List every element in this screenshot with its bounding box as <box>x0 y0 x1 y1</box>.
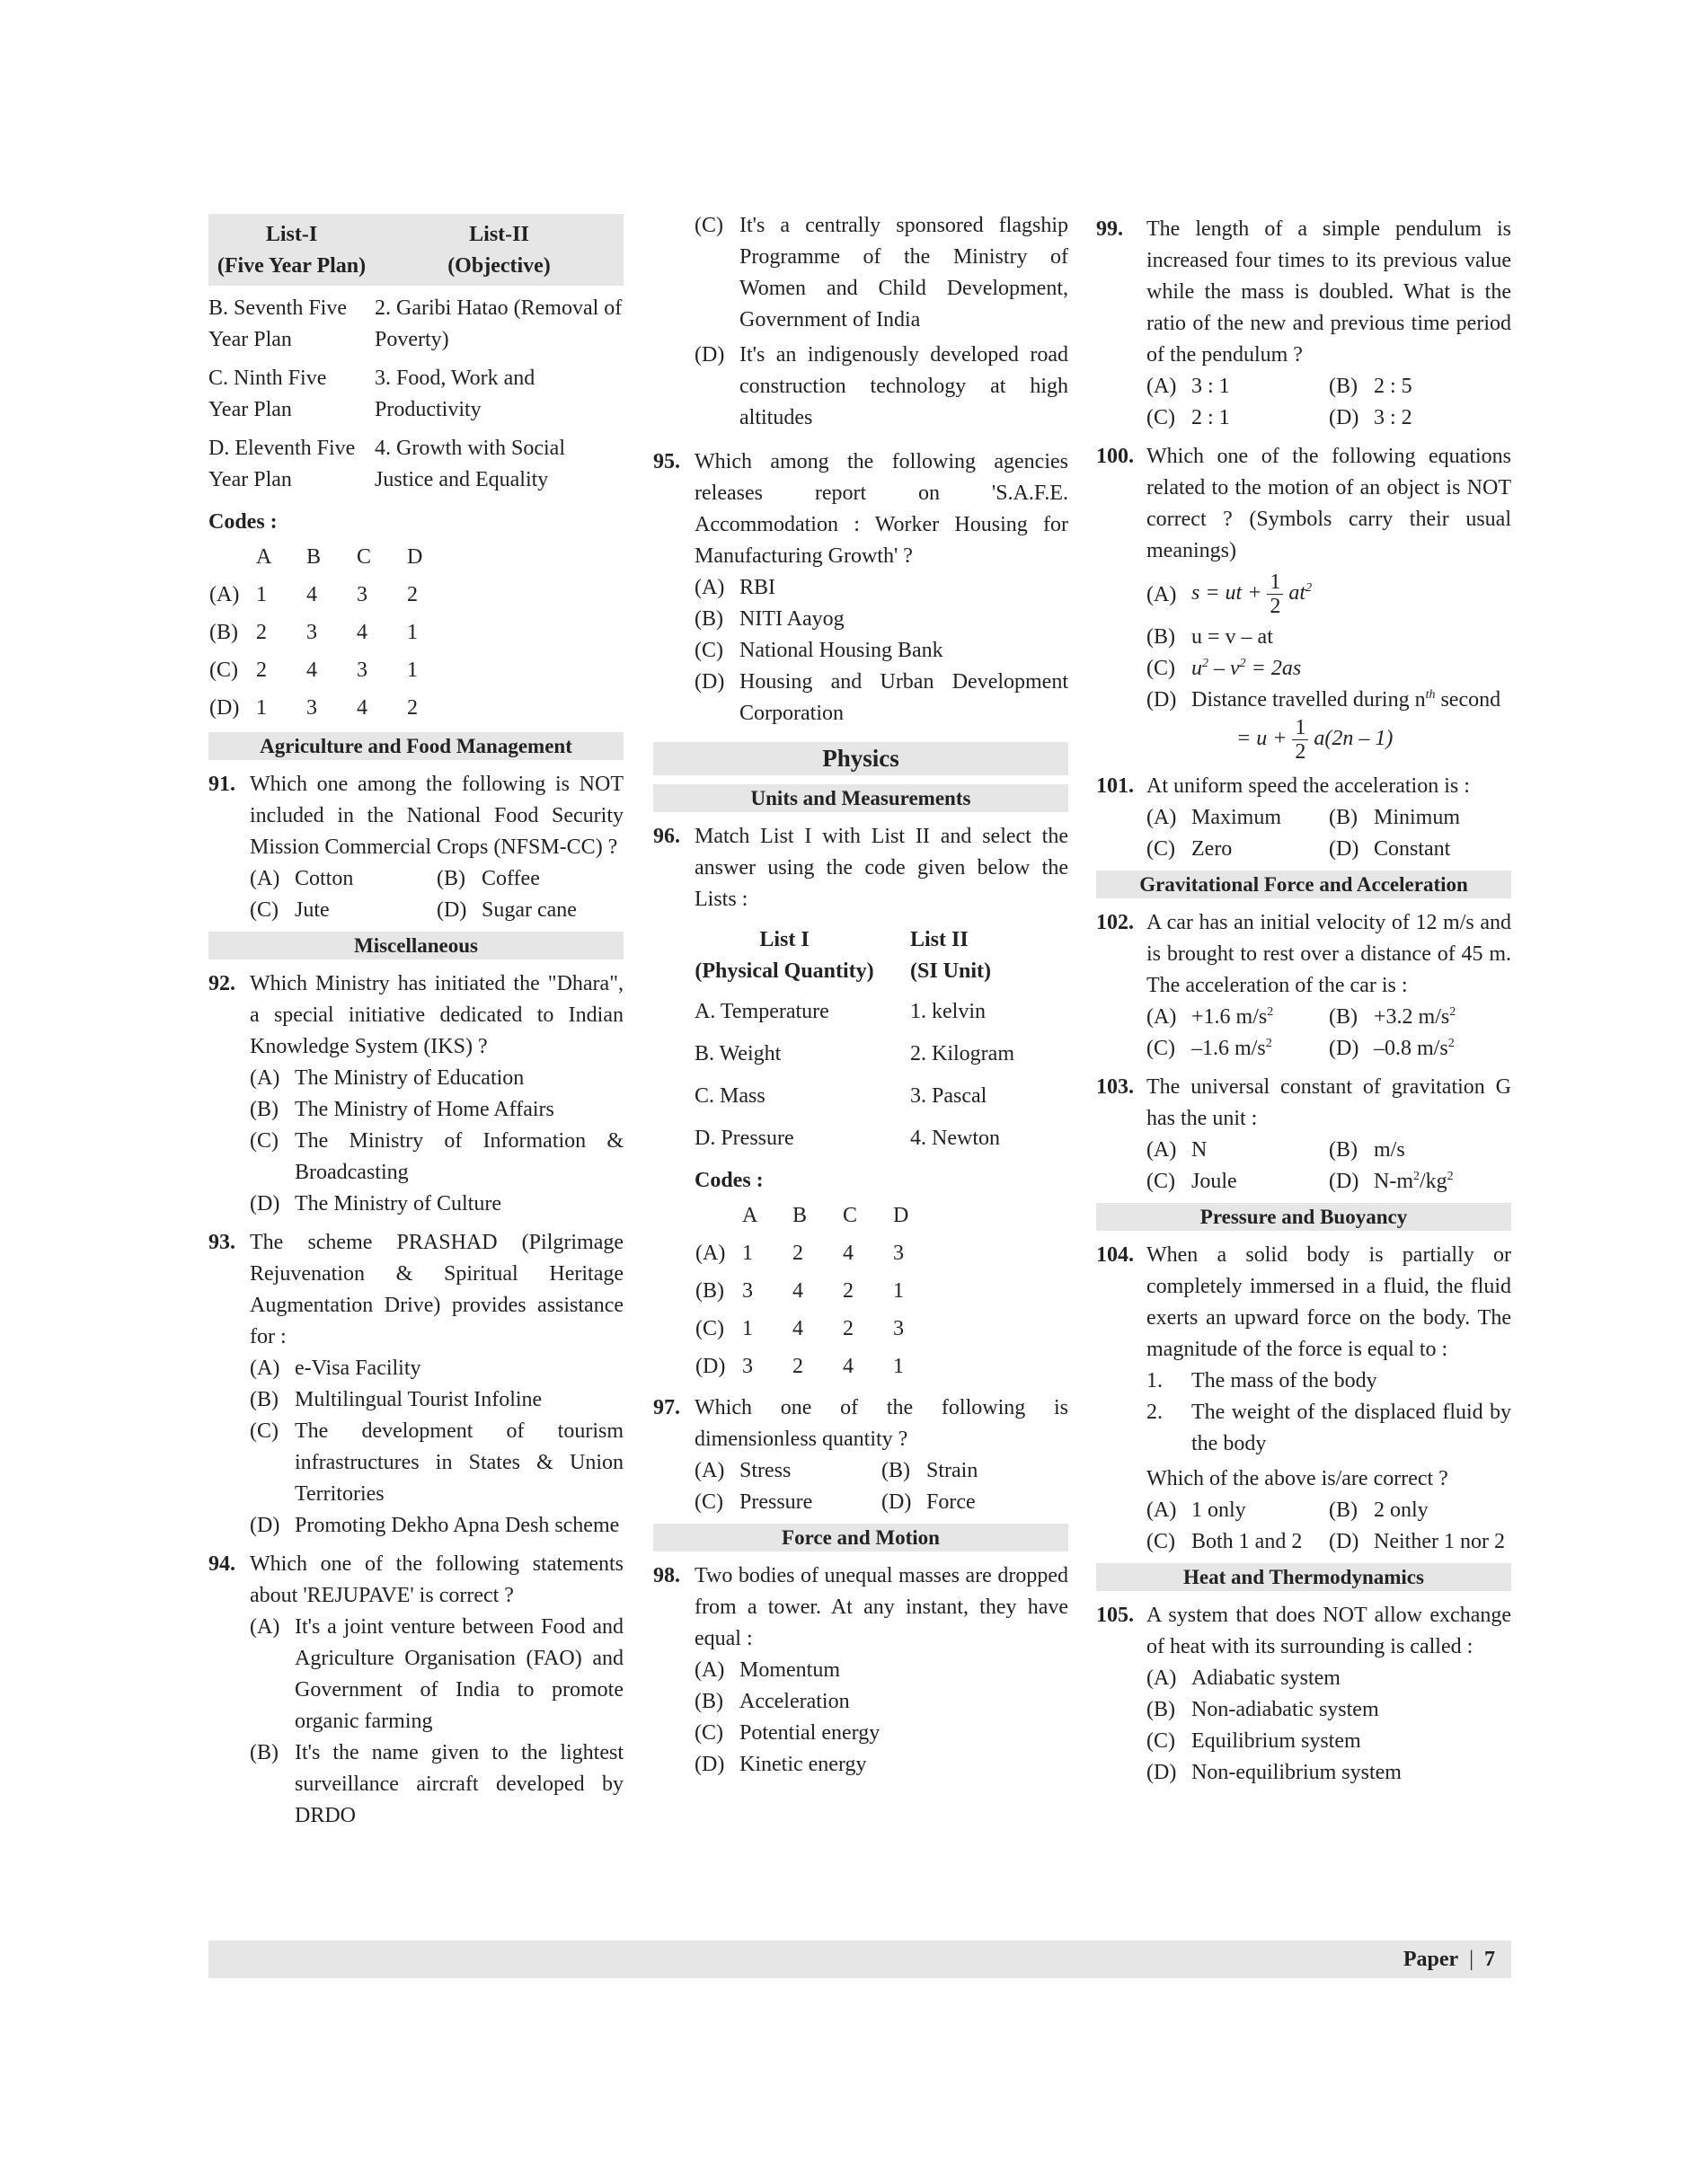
option-c[interactable]: (C) Both 1 and 2 <box>1146 1530 1303 1553</box>
question-91 <box>208 769 624 863</box>
list-2-item: 1. kelvin <box>910 1000 986 1023</box>
code-row: (A) 1 4 3 2 <box>209 582 418 606</box>
list-1-item: B. Weight <box>695 1042 782 1065</box>
option-c[interactable]: (C) The development of tourism infrastructures in States & Union Territories <box>250 1419 624 1506</box>
list-2-subheading: (Objective) <box>447 254 551 278</box>
option-d[interactable]: (D) Housing and Urban Development Corporation <box>695 670 1068 725</box>
list-1-subheading: (Physical Quantity) <box>695 959 874 983</box>
option-b[interactable]: (B) Coffee <box>437 867 540 890</box>
codes-table: A B C D (A) 1 2 4 3 (B) 3 4 2 1 (C) 1 4 2 3 (D) 3 2 4 1 <box>695 1197 942 1385</box>
section-heading: Force and Motion <box>653 1524 1068 1551</box>
option-c[interactable]: (C) National Housing Bank <box>695 639 943 662</box>
statement-1: 1. The mass of the body <box>1146 1369 1377 1392</box>
question-number: 104. <box>1096 1243 1134 1267</box>
question-text: Which among the following agencies releases report on 'S.A.F.E. Accommodation : Worker Housing for Manufacturing Growth' ? <box>695 450 1068 568</box>
option-c[interactable]: (C) Joule <box>1146 1170 1237 1193</box>
option-c[interactable]: (C) It's a centrally sponsored flagship Programme of the Ministry of Women and Child Development, Government of India <box>695 214 1068 332</box>
option-d[interactable]: (D) Kinetic energy <box>695 1753 867 1776</box>
section-heading: Miscellaneous <box>208 932 624 959</box>
question-text: Which one among the following is NOT included in the National Food Security Mission Commercial Crops (NFSM-CC) ? <box>250 773 624 859</box>
question-97 <box>653 1392 1068 1518</box>
codes-head: B <box>306 544 322 569</box>
option-b[interactable]: (B) Strain <box>881 1459 978 1482</box>
question-98 <box>653 1560 1068 1781</box>
list-2-heading: List-II <box>469 223 529 246</box>
option-a[interactable]: (A) 1 only <box>1146 1498 1246 1522</box>
list-1-heading: List I <box>759 928 810 951</box>
section-heading: Pressure and Buoyancy <box>1096 1203 1511 1231</box>
option-b[interactable]: (B) m/s <box>1329 1138 1405 1162</box>
question-number: 92. <box>208 972 235 995</box>
question-number: 105. <box>1096 1604 1134 1627</box>
code-row: (C) 1 4 2 3 <box>695 1316 904 1340</box>
question-text: The universal constant of gravitation G has the unit : <box>1146 1075 1511 1130</box>
option-b[interactable]: (B) u = v – at <box>1146 625 1273 649</box>
option-c[interactable]: (C) $u^2 - v^2 = 2as$ <box>1146 657 1302 680</box>
question-103 <box>1096 1072 1511 1198</box>
option-a[interactable]: (A) Momentum <box>695 1658 840 1682</box>
equation-d: = u + $\frac{1}{2}$ a(2n – 1) <box>1236 716 1394 764</box>
option-a[interactable]: (A) Maximum <box>1146 806 1281 829</box>
section-heading: Heat and Thermodynamics <box>1096 1563 1511 1591</box>
option-d[interactable]: (D) –0.8 $m/s^2$ <box>1329 1037 1455 1060</box>
question-94 <box>208 1549 624 1832</box>
codes-head: A <box>256 544 272 569</box>
footer-separator: | <box>1469 1948 1473 1971</box>
statement-2: 2. The weight of the displaced fluid by the body <box>1146 1401 1511 1455</box>
option-c[interactable]: (C) Pressure <box>695 1490 813 1514</box>
codes-label: Codes : <box>695 1169 764 1192</box>
list-1-item: A. Temperature <box>695 1000 829 1023</box>
footer-label: Paper <box>1403 1948 1459 1971</box>
question-number: 101. <box>1096 774 1134 798</box>
option-b[interactable]: (B) The Ministry of Home Affairs <box>250 1098 554 1121</box>
question-text: Which one of the following statements about 'REJUPAVE' is correct ? <box>250 1552 624 1607</box>
option-b[interactable]: (B) Minimum <box>1329 806 1461 829</box>
question-number: 97. <box>653 1396 680 1419</box>
question-105 <box>1096 1600 1511 1789</box>
code-row: (B) 3 4 2 1 <box>695 1278 904 1303</box>
option-c[interactable]: (C) –1.6 $m/s^2$ <box>1146 1037 1272 1060</box>
option-a[interactable]: (A) Cotton <box>250 867 354 890</box>
question-text: Two bodies of unequal masses are dropped from a tower. At any instant, they have equal : <box>695 1564 1068 1650</box>
page-number: 7 <box>1484 1948 1495 1971</box>
question-text: When a solid body is partially or completely immersed in a fluid, the fluid exerts an upward force on the body. The magnitude of the force is equal to : <box>1146 1243 1511 1361</box>
page-footer <box>208 1940 1511 1978</box>
question-number: 100. <box>1096 445 1134 468</box>
option-a[interactable]: (A) +1.6 $m/s^2$ <box>1146 1005 1274 1029</box>
option-b[interactable]: (B) 2 only <box>1329 1498 1429 1522</box>
list-1-item: C. Mass <box>695 1084 766 1108</box>
question-95 <box>653 446 1068 729</box>
question-96 <box>653 821 1068 1385</box>
code-row: (D) 1 3 4 2 <box>209 695 418 720</box>
option-a[interactable]: (A) s = ut + $\frac{1}{2}$ $at^2$ <box>1146 570 1313 618</box>
question-prompt: Which of the above is/are correct ? <box>1146 1467 1448 1490</box>
option-a[interactable]: (A) RBI <box>695 576 776 599</box>
question-number: 98. <box>653 1564 680 1587</box>
option-d[interactable]: (D) Constant <box>1329 837 1451 861</box>
option-a[interactable]: (A) 3 : 1 <box>1146 375 1230 398</box>
list-1-heading: List-I <box>265 223 318 246</box>
list-2-item: 3. Food, Work and Productivity <box>375 367 535 421</box>
option-d[interactable]: (D) Force <box>881 1490 976 1514</box>
option-d[interactable]: (D) The Ministry of Culture <box>250 1192 501 1216</box>
question-92 <box>208 968 624 1220</box>
question-number: 91. <box>208 773 235 796</box>
section-heading: Gravitational Force and Acceleration <box>1096 871 1511 898</box>
question-text: The length of a simple pendulum is increased four times to its previous value while the mass is doubled. What is the ratio of the new and previous time period of the pendulum ? <box>1146 217 1511 367</box>
option-d[interactable]: (D) Distance travelled during $n^{th}$ second = u + $\frac{1}{2}$ a(2n – 1) <box>1146 685 1511 764</box>
option-d[interactable]: (D) Sugar cane <box>437 898 577 922</box>
question-number: 95. <box>653 450 680 473</box>
option-d[interactable]: (D) $N-m^2/kg^2$ <box>1329 1170 1454 1193</box>
question-number: 102. <box>1096 911 1134 934</box>
equation-c: $u^2 - v^2 = 2as$ <box>1191 657 1302 680</box>
code-row: (B) 2 3 4 1 <box>209 620 418 644</box>
question-100 <box>1096 441 1511 764</box>
list-2-heading: List II <box>910 928 969 951</box>
option-a[interactable]: (A) It's a joint venture between Food and Agriculture Organisation (FAO) and Government of India to promote organic farming <box>250 1615 624 1733</box>
codes-head: D <box>407 544 423 569</box>
question-text: At uniform speed the acceleration is : <box>1146 774 1470 798</box>
list-2-item: 2. Kilogram <box>910 1042 1014 1065</box>
question-number: 94. <box>208 1552 235 1576</box>
code-row: (A) 1 2 4 3 <box>695 1241 904 1265</box>
list-2-subheading: (SI Unit) <box>910 959 992 983</box>
option-c[interactable]: (C) 2 : 1 <box>1146 406 1230 429</box>
five-year-plan-match-table <box>208 214 624 496</box>
list-2-item: 4. Growth with Social Justice and Equality <box>375 437 565 491</box>
list-1-item: B. Seventh Five Year Plan <box>208 296 347 351</box>
question-93 <box>208 1227 624 1542</box>
option-d[interactable]: (D) It's an indigenously developed road construction technology at high altitudes <box>695 343 1068 429</box>
physical-quantity-match-table <box>695 924 1054 1154</box>
list-1-item: D. Pressure <box>695 1127 794 1150</box>
option-c[interactable]: (C) Jute <box>250 898 330 922</box>
list-1-item: D. Eleventh Five Year Plan <box>208 437 356 491</box>
list-2-item: 4. Newton <box>910 1127 1000 1150</box>
option-c[interactable]: (C) The Ministry of Information & Broadcasting <box>250 1129 624 1184</box>
option-d[interactable]: (D) Non-equilibrium system <box>1146 1761 1402 1784</box>
option-a[interactable]: (A) The Ministry of Education <box>250 1066 525 1090</box>
option-c[interactable]: (C) Zero <box>1146 837 1233 861</box>
option-c[interactable]: (C) Potential energy <box>695 1721 881 1745</box>
question-text: A system that does NOT allow exchange of heat with its surrounding is called : <box>1146 1604 1511 1658</box>
codes-head: C <box>357 544 372 569</box>
option-b[interactable]: (B) It's the name given to the lightest surveillance aircraft developed by DRDO <box>250 1741 624 1827</box>
list-1-subheading: (Five Year Plan) <box>217 254 367 278</box>
question-104 <box>1096 1240 1511 1558</box>
option-b[interactable]: (B) Multilingual Tourist Infoline <box>250 1388 543 1411</box>
option-a[interactable]: (A) e-Visa Facility <box>250 1357 421 1380</box>
option-b[interactable]: (B) 2 : 5 <box>1329 375 1412 398</box>
section-heading: Agriculture and Food Management <box>208 732 624 760</box>
option-d[interactable]: (D) 3 : 2 <box>1329 406 1412 429</box>
question-text: The scheme PRASHAD (Pilgrimage Rejuvenation & Spiritual Heritage Augmentation Drive) provides assistance for : <box>250 1231 624 1348</box>
list-2-item: 2. Garibi Hatao (Removal of Poverty) <box>375 296 623 351</box>
question-text: A car has an initial velocity of 12 m/s and is brought to rest over a distance of 45 m. The acceleration of the car is : <box>1146 911 1511 997</box>
question-99 <box>1096 214 1511 434</box>
question-text: Match List I with List II and select the answer using the code given below the Lists : <box>695 825 1068 911</box>
option-a[interactable]: (A) Stress <box>695 1459 792 1482</box>
question-text: Which one of the following equations related to the motion of an object is NOT correct ? (Symbols carry their usual meanings) <box>1146 445 1511 562</box>
section-heading: Units and Measurements <box>653 784 1068 812</box>
question-number: 93. <box>208 1231 235 1254</box>
column-2 <box>653 214 1068 1781</box>
codes-label: Codes : <box>208 510 278 534</box>
question-101 <box>1096 771 1511 865</box>
question-text: Which Ministry has initiated the "Dhara", a special initiative dedicated to Indian Knowledge System (IKS) ? <box>250 972 624 1058</box>
option-d[interactable]: (D) Neither 1 nor 2 <box>1329 1530 1505 1553</box>
option-a[interactable]: (A) Adiabatic system <box>1146 1666 1341 1690</box>
list-1-item: C. Ninth Five Year Plan <box>208 367 327 421</box>
option-b[interactable]: (B) Non-adiabatic system <box>1146 1698 1379 1721</box>
option-c[interactable]: (C) Equilibrium system <box>1146 1729 1361 1753</box>
section-heading: Physics <box>653 742 1068 775</box>
question-number: 96. <box>653 825 680 848</box>
column-1 <box>208 214 624 1832</box>
question-number: 99. <box>1096 217 1123 241</box>
question-number: 103. <box>1096 1075 1134 1099</box>
codes-table <box>208 538 456 727</box>
option-a[interactable]: (A) N <box>1146 1138 1208 1162</box>
option-b[interactable]: (B) NITI Aayog <box>695 607 845 631</box>
question-text: Which one of the following is dimensionless quantity ? <box>695 1396 1068 1451</box>
option-b[interactable]: (B) Acceleration <box>695 1690 850 1713</box>
code-row: (D) 3 2 4 1 <box>695 1354 904 1378</box>
equation-a: s = ut + $\frac{1}{2}$ $at^2$ <box>1191 570 1313 618</box>
column-3 <box>1096 214 1511 1789</box>
question-102 <box>1096 907 1511 1065</box>
option-d[interactable]: (D) Promoting Dekho Apna Desh scheme <box>250 1514 620 1537</box>
list-2-item: 3. Pascal <box>910 1084 987 1108</box>
option-b[interactable]: (B) +3.2 $m/s^2$ <box>1329 1005 1456 1029</box>
code-row: (C) 2 4 3 1 <box>209 658 418 682</box>
